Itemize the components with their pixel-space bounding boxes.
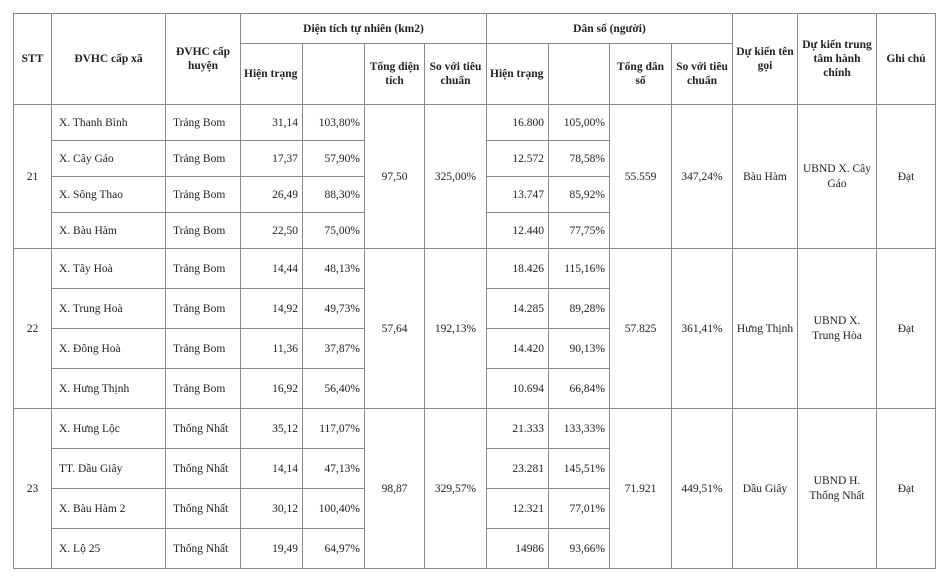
area-cell: 19,49 [241, 529, 303, 569]
header-area-hien-trang: Hiện trạng [241, 44, 303, 105]
xa-cell: X. Trung Hoà [52, 289, 166, 329]
header-pop-so-voi: So với tiêu chuẩn [672, 44, 733, 105]
total-area-cell: 98,87 [365, 409, 425, 569]
area-standard-cell: 329,57% [425, 409, 487, 569]
pop-pct-cell: 66,84% [549, 369, 610, 409]
table-row [14, 409, 936, 449]
xa-cell: X. Lộ 25 [52, 529, 166, 569]
area-standard-cell: 325,00% [425, 105, 487, 249]
header-pop-blank [549, 44, 610, 105]
admin-center-cell: UBND X. Cây Gáo [798, 105, 877, 249]
huyen-cell: Trảng Bom [166, 105, 241, 141]
pop-pct-cell: 78,58% [549, 141, 610, 177]
huyen-cell: Trảng Bom [166, 249, 241, 289]
pop-pct-cell: 105,00% [549, 105, 610, 141]
huyen-cell: Trảng Bom [166, 141, 241, 177]
proposed-name-cell: Hưng Thịnh [733, 249, 798, 409]
table-body [14, 105, 936, 569]
stt-cell: 23 [14, 409, 52, 569]
note-cell: Đạt [877, 105, 936, 249]
pop-pct-cell: 89,28% [549, 289, 610, 329]
area-pct-cell: 49,73% [303, 289, 365, 329]
merger-table [13, 13, 936, 569]
table-container [13, 13, 936, 569]
total-pop-cell: 55.559 [610, 105, 672, 249]
pop-pct-cell: 145,51% [549, 449, 610, 489]
header-area-so-voi: So với tiêu chuẩn [425, 44, 487, 105]
area-pct-cell: 64,97% [303, 529, 365, 569]
table-row [14, 105, 936, 141]
header-area-group: Diện tích tự nhiên (km2) [241, 14, 487, 44]
xa-cell: X. Sông Thao [52, 177, 166, 213]
pop-pct-cell: 85,92% [549, 177, 610, 213]
huyen-cell: Thống Nhất [166, 529, 241, 569]
proposed-name-cell: Bàu Hàm [733, 105, 798, 249]
area-cell: 35,12 [241, 409, 303, 449]
huyen-cell: Thống Nhất [166, 489, 241, 529]
area-cell: 22,50 [241, 213, 303, 249]
xa-cell: X. Hưng Thịnh [52, 369, 166, 409]
area-pct-cell: 57,90% [303, 141, 365, 177]
pop-standard-cell: 361,41% [672, 249, 733, 409]
pop-pct-cell: 93,66% [549, 529, 610, 569]
table-row [14, 249, 936, 289]
xa-cell: X. Bàu Hàm [52, 213, 166, 249]
xa-cell: X. Bàu Hàm 2 [52, 489, 166, 529]
area-cell: 30,12 [241, 489, 303, 529]
pop-cell: 14.420 [487, 329, 549, 369]
area-pct-cell: 88,30% [303, 177, 365, 213]
area-pct-cell: 103,80% [303, 105, 365, 141]
stt-cell: 21 [14, 105, 52, 249]
huyen-cell: Thống Nhất [166, 409, 241, 449]
pop-pct-cell: 133,33% [549, 409, 610, 449]
header-tong-dien-tich: Tổng diện tích [365, 44, 425, 105]
area-pct-cell: 48,13% [303, 249, 365, 289]
area-pct-cell: 75,00% [303, 213, 365, 249]
pop-cell: 13.747 [487, 177, 549, 213]
pop-cell: 23.281 [487, 449, 549, 489]
pop-cell: 12.572 [487, 141, 549, 177]
pop-cell: 21.333 [487, 409, 549, 449]
xa-cell: X. Cây Gáo [52, 141, 166, 177]
header-area-blank [303, 44, 365, 105]
proposed-name-cell: Dầu Giây [733, 409, 798, 569]
total-area-cell: 57,64 [365, 249, 425, 409]
pop-cell: 10.694 [487, 369, 549, 409]
xa-cell: X. Tây Hoà [52, 249, 166, 289]
header-huyen: ĐVHC cấp huyện [166, 14, 241, 105]
pop-pct-cell: 115,16% [549, 249, 610, 289]
xa-cell: TT. Dầu Giây [52, 449, 166, 489]
xa-cell: X. Thanh Bình [52, 105, 166, 141]
total-pop-cell: 71.921 [610, 409, 672, 569]
admin-center-cell: UBND X. Trung Hòa [798, 249, 877, 409]
pop-cell: 18.426 [487, 249, 549, 289]
pop-pct-cell: 90,13% [549, 329, 610, 369]
area-pct-cell: 117,07% [303, 409, 365, 449]
pop-standard-cell: 347,24% [672, 105, 733, 249]
header-stt: STT [14, 14, 52, 105]
huyen-cell: Trảng Bom [166, 213, 241, 249]
huyen-cell: Trảng Bom [166, 369, 241, 409]
area-pct-cell: 56,40% [303, 369, 365, 409]
stt-cell: 22 [14, 249, 52, 409]
header-tong-dan-so: Tổng dân số [610, 44, 672, 105]
area-cell: 14,44 [241, 249, 303, 289]
header-pop-hien-trang: Hiện trạng [487, 44, 549, 105]
pop-pct-cell: 77,01% [549, 489, 610, 529]
pop-cell: 14986 [487, 529, 549, 569]
area-pct-cell: 37,87% [303, 329, 365, 369]
area-standard-cell: 192,13% [425, 249, 487, 409]
pop-cell: 12.321 [487, 489, 549, 529]
header-du-kien-ten: Dự kiến tên gọi [733, 14, 798, 105]
admin-center-cell: UBND H. Thống Nhất [798, 409, 877, 569]
huyen-cell: Trảng Bom [166, 177, 241, 213]
area-cell: 17,37 [241, 141, 303, 177]
area-cell: 26,49 [241, 177, 303, 213]
xa-cell: X. Hưng Lộc [52, 409, 166, 449]
area-pct-cell: 47,13% [303, 449, 365, 489]
pop-cell: 14.285 [487, 289, 549, 329]
header-du-kien-trung-tam: Dự kiến trung tâm hành chính [798, 14, 877, 105]
area-pct-cell: 100,40% [303, 489, 365, 529]
area-cell: 31,14 [241, 105, 303, 141]
total-area-cell: 97,50 [365, 105, 425, 249]
table-header [14, 14, 936, 105]
header-ghi-chu: Ghi chú [877, 14, 936, 105]
header-pop-group: Dân số (người) [487, 14, 733, 44]
huyen-cell: Trảng Bom [166, 289, 241, 329]
note-cell: Đạt [877, 249, 936, 409]
pop-standard-cell: 449,51% [672, 409, 733, 569]
header-xa: ĐVHC cấp xã [52, 14, 166, 105]
area-cell: 16,92 [241, 369, 303, 409]
area-cell: 14,14 [241, 449, 303, 489]
huyen-cell: Trảng Bom [166, 329, 241, 369]
huyen-cell: Thống Nhất [166, 449, 241, 489]
note-cell: Đạt [877, 409, 936, 569]
pop-pct-cell: 77,75% [549, 213, 610, 249]
total-pop-cell: 57.825 [610, 249, 672, 409]
pop-cell: 16.800 [487, 105, 549, 141]
area-cell: 11,36 [241, 329, 303, 369]
pop-cell: 12.440 [487, 213, 549, 249]
area-cell: 14,92 [241, 289, 303, 329]
xa-cell: X. Đông Hoà [52, 329, 166, 369]
